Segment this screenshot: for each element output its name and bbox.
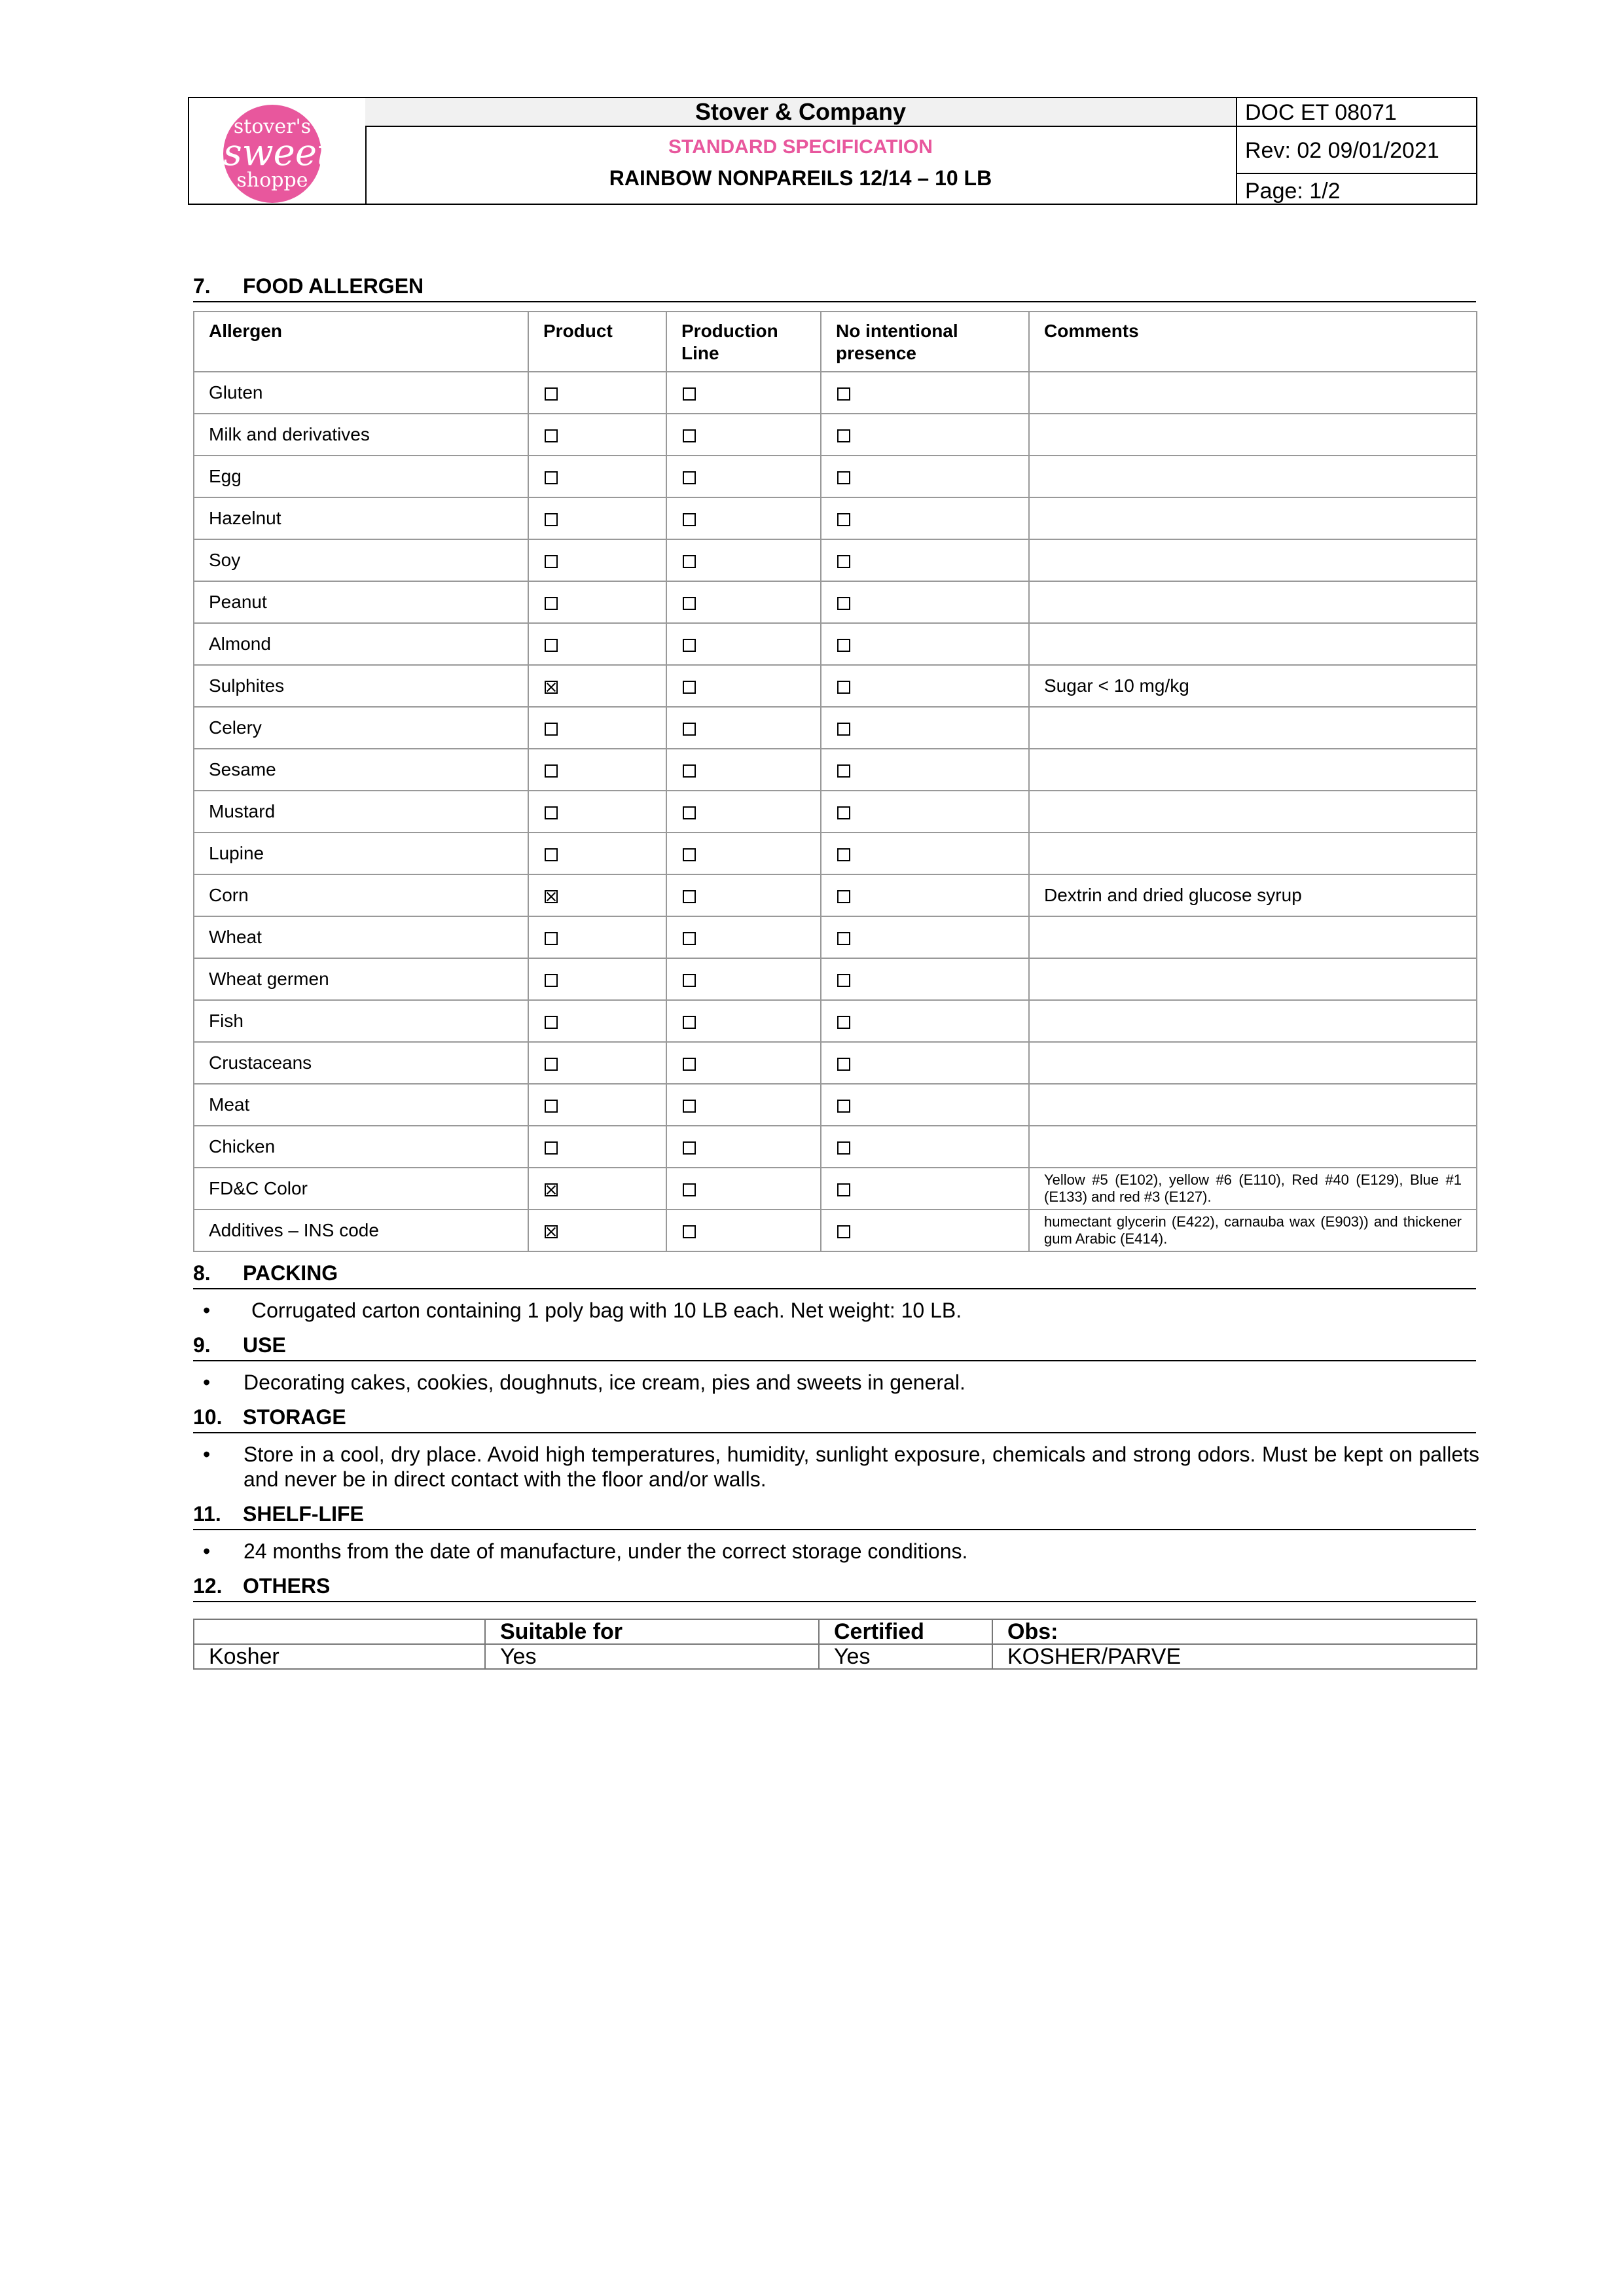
checkbox-icon (683, 1100, 696, 1113)
checkbox-icon (683, 429, 696, 442)
checkbox-icon (545, 387, 558, 401)
checkbox-icon (837, 555, 850, 568)
column-header (194, 1619, 485, 1644)
section-title: FOOD ALLERGEN (243, 274, 424, 298)
table-row (194, 414, 1477, 456)
line-cell (666, 497, 821, 539)
bullet-text: Store in a cool, dry place. Avoid high temperatures, humidity, sunlight exposure, chemicals and strong odors. Must be kept on pallets and never be in direct contact with the floor and/or walls. (244, 1443, 1479, 1491)
product-cell (528, 958, 666, 1000)
checkbox-icon (545, 513, 558, 526)
section-heading-others (193, 1573, 1476, 1602)
none-cell (821, 1126, 1029, 1168)
checkbox-icon (837, 1058, 850, 1071)
table-row (194, 833, 1477, 874)
allergen-name: Milk and derivatives (194, 414, 528, 456)
checkbox-icon (837, 890, 850, 903)
checkbox-icon (683, 1183, 696, 1196)
table-row (194, 958, 1477, 1000)
column-header: Certified (819, 1619, 992, 1644)
column-header: Production Line (666, 312, 821, 372)
table-row (194, 791, 1477, 833)
checkbox-icon (545, 1141, 558, 1155)
section-heading-packing (193, 1261, 1476, 1289)
allergen-name: Sesame (194, 749, 528, 791)
line-cell (666, 833, 821, 874)
table-row (194, 874, 1477, 916)
column-header: Product (528, 312, 666, 372)
bullet-icon: • (203, 1443, 211, 1466)
doc-info-cell (1236, 98, 1476, 204)
allergen-name: Meat (194, 1084, 528, 1126)
comment (1029, 623, 1477, 665)
comment (1029, 456, 1477, 497)
none-cell (821, 707, 1029, 749)
header-title-cell (365, 98, 1237, 204)
allergen-name: Crustaceans (194, 1042, 528, 1084)
table-row (194, 623, 1477, 665)
checkbox-icon (837, 723, 850, 736)
checkbox-icon (683, 1058, 696, 1071)
checkbox-icon (837, 471, 850, 484)
section-number: 8. (193, 1261, 211, 1285)
checkbox-icon (545, 848, 558, 861)
line-cell (666, 414, 821, 456)
checkbox-icon (837, 1100, 850, 1113)
others-table (193, 1619, 1477, 1670)
line-cell (666, 874, 821, 916)
table-row (194, 1084, 1477, 1126)
comment: Sugar < 10 mg/kg (1029, 665, 1477, 707)
document-header (188, 97, 1477, 205)
allergen-name: FD&C Color (194, 1168, 528, 1210)
none-cell (821, 372, 1029, 414)
comment (1029, 749, 1477, 791)
checkbox-icon (545, 471, 558, 484)
product-cell (528, 707, 666, 749)
table-row (194, 1042, 1477, 1084)
checked-box-icon (545, 1183, 558, 1196)
line-cell (666, 581, 821, 623)
column-header: No intentional presence (821, 312, 1029, 372)
table-row (194, 665, 1477, 707)
logo-text-line3: shoppe (236, 169, 308, 192)
bullet-text: Corrugated carton containing 1 poly bag with 10 LB each. Net weight: 10 LB. (251, 1299, 962, 1322)
checkbox-icon (545, 555, 558, 568)
product-cell (528, 833, 666, 874)
product-title: RAINBOW NONPAREILS 12/14 – 10 LB (609, 166, 992, 190)
line-cell (666, 1042, 821, 1084)
section-number: 12. (193, 1574, 223, 1598)
use-bullet (203, 1370, 1479, 1396)
company-logo (223, 105, 332, 203)
none-cell (821, 916, 1029, 958)
section-number: 10. (193, 1405, 223, 1429)
checkbox-icon (545, 764, 558, 778)
checkbox-icon (837, 387, 850, 401)
line-cell (666, 791, 821, 833)
bullet-icon: • (203, 1299, 211, 1322)
allergen-name: Hazelnut (194, 497, 528, 539)
comment (1029, 916, 1477, 958)
checkbox-icon (545, 974, 558, 987)
section-title: PACKING (243, 1261, 338, 1285)
checkbox-icon (837, 1183, 850, 1196)
checkbox-icon (545, 597, 558, 610)
checkbox-icon (837, 764, 850, 778)
checkbox-icon (683, 890, 696, 903)
section-heading-use (193, 1333, 1476, 1361)
allergen-table-header (194, 312, 1477, 372)
none-cell (821, 456, 1029, 497)
product-cell (528, 1210, 666, 1251)
checkbox-icon (837, 932, 850, 945)
checkbox-icon (837, 513, 850, 526)
none-cell (821, 414, 1029, 456)
checkbox-icon (683, 806, 696, 819)
line-cell (666, 1126, 821, 1168)
bullet-icon: • (203, 1539, 211, 1563)
table-row (194, 539, 1477, 581)
section-title: USE (243, 1333, 286, 1357)
table-cell: KOSHER/PARVE (992, 1644, 1477, 1669)
comment (1029, 1042, 1477, 1084)
none-cell (821, 1042, 1029, 1084)
allergen-name: Almond (194, 623, 528, 665)
allergen-name: Mustard (194, 791, 528, 833)
checkbox-icon (545, 932, 558, 945)
table-row (194, 1644, 1477, 1669)
comment (1029, 791, 1477, 833)
allergen-name: Sulphites (194, 665, 528, 707)
table-row (194, 1210, 1477, 1251)
checkbox-icon (837, 974, 850, 987)
allergen-name: Chicken (194, 1126, 528, 1168)
product-cell (528, 414, 666, 456)
comment (1029, 497, 1477, 539)
checkbox-icon (837, 681, 850, 694)
product-cell (528, 1126, 666, 1168)
line-cell (666, 916, 821, 958)
allergen-table (193, 311, 1477, 1252)
checkbox-icon (837, 597, 850, 610)
checkbox-icon (683, 555, 696, 568)
none-cell (821, 1168, 1029, 1210)
none-cell (821, 539, 1029, 581)
checkbox-icon (683, 597, 696, 610)
table-cell: Yes (819, 1644, 992, 1669)
comment (1029, 1000, 1477, 1042)
column-header: Comments (1029, 312, 1477, 372)
logo-text-line1: stover's (233, 115, 312, 138)
bullet-text: 24 months from the date of manufacture, under the correct storage conditions. (244, 1539, 968, 1563)
line-cell (666, 1168, 821, 1210)
checkbox-icon (683, 723, 696, 736)
checked-box-icon (545, 890, 558, 903)
product-cell (528, 539, 666, 581)
checkbox-icon (683, 1225, 696, 1238)
line-cell (666, 958, 821, 1000)
section-title: SHELF-LIFE (243, 1502, 364, 1526)
others-table-header (194, 1619, 1477, 1644)
none-cell (821, 1084, 1029, 1126)
column-header: Suitable for (485, 1619, 819, 1644)
table-row (194, 372, 1477, 414)
allergen-name: Additives – INS code (194, 1210, 528, 1251)
section-number: 9. (193, 1333, 211, 1357)
allergen-name: Celery (194, 707, 528, 749)
checked-box-icon (545, 1225, 558, 1238)
checkbox-icon (683, 974, 696, 987)
section-title: STORAGE (243, 1405, 346, 1429)
table-row (194, 916, 1477, 958)
section-heading-allergen (193, 274, 1476, 302)
product-cell (528, 497, 666, 539)
doc-number: DOC ET 08071 (1236, 98, 1476, 127)
line-cell (666, 665, 821, 707)
comment (1029, 414, 1477, 456)
checkbox-icon (837, 639, 850, 652)
comment (1029, 707, 1477, 749)
bullet-icon: • (203, 1371, 211, 1394)
table-cell: Kosher (194, 1644, 485, 1669)
checkbox-icon (545, 806, 558, 819)
checkbox-icon (683, 681, 696, 694)
comment (1029, 833, 1477, 874)
line-cell (666, 707, 821, 749)
checkbox-icon (545, 1100, 558, 1113)
product-cell (528, 456, 666, 497)
section-heading-storage (193, 1405, 1476, 1433)
comment: Dextrin and dried glucose syrup (1029, 874, 1477, 916)
page-number: Page: 1/2 (1245, 179, 1341, 204)
checkbox-icon (683, 932, 696, 945)
storage-bullet (203, 1442, 1479, 1494)
allergen-name: Peanut (194, 581, 528, 623)
table-row (194, 1126, 1477, 1168)
section-number: 11. (193, 1502, 221, 1526)
company-name: Stover & Company (365, 98, 1236, 127)
checkbox-icon (837, 1016, 850, 1029)
none-cell (821, 623, 1029, 665)
allergen-name: Corn (194, 874, 528, 916)
allergen-name: Fish (194, 1000, 528, 1042)
checkbox-icon (545, 1058, 558, 1071)
table-row (194, 1168, 1477, 1210)
checked-box-icon (545, 681, 558, 694)
comment (1029, 1126, 1477, 1168)
comment (1029, 958, 1477, 1000)
none-cell (821, 791, 1029, 833)
checkbox-icon (545, 429, 558, 442)
logo-cell (189, 98, 367, 204)
checkbox-icon (545, 1016, 558, 1029)
none-cell (821, 833, 1029, 874)
logo-text-line2: sweet (223, 132, 332, 174)
product-cell (528, 623, 666, 665)
comment (1029, 1084, 1477, 1126)
checkbox-icon (683, 639, 696, 652)
shelf-life-bullet (203, 1539, 1479, 1565)
line-cell (666, 1000, 821, 1042)
line-cell (666, 623, 821, 665)
product-cell (528, 581, 666, 623)
column-header: Allergen (194, 312, 528, 372)
allergen-name: Gluten (194, 372, 528, 414)
checkbox-icon (683, 471, 696, 484)
line-cell (666, 539, 821, 581)
table-cell: Yes (485, 1644, 819, 1669)
checkbox-icon (545, 639, 558, 652)
checkbox-icon (683, 513, 696, 526)
line-cell (666, 1084, 821, 1126)
revision: Rev: 02 09/01/2021 (1236, 127, 1476, 174)
checkbox-icon (683, 1016, 696, 1029)
line-cell (666, 749, 821, 791)
none-cell (821, 1210, 1029, 1251)
checkbox-icon (545, 723, 558, 736)
bullet-text: Decorating cakes, cookies, doughnuts, ice cream, pies and sweets in general. (244, 1371, 965, 1394)
comment (1029, 581, 1477, 623)
checkbox-icon (837, 429, 850, 442)
table-row (194, 581, 1477, 623)
section-number: 7. (193, 274, 211, 298)
line-cell (666, 1210, 821, 1251)
line-cell (666, 372, 821, 414)
product-cell (528, 1168, 666, 1210)
product-cell (528, 665, 666, 707)
checkbox-icon (837, 1141, 850, 1155)
checkbox-icon (837, 806, 850, 819)
allergen-name: Lupine (194, 833, 528, 874)
none-cell (821, 1000, 1029, 1042)
column-header: Obs: (992, 1619, 1477, 1644)
allergen-name: Soy (194, 539, 528, 581)
checkbox-icon (683, 387, 696, 401)
none-cell (821, 749, 1029, 791)
allergen-name: Wheat (194, 916, 528, 958)
comment: humectant glycerin (E422), carnauba wax (E903)) and thickener gum Arabic (E414). (1029, 1210, 1477, 1251)
packing-bullet (203, 1298, 1479, 1324)
allergen-table-body (194, 372, 1477, 1251)
product-cell (528, 791, 666, 833)
product-cell (528, 372, 666, 414)
comment: Yellow #5 (E102), yellow #6 (E110), Red #40 (E129), Blue #1 (E133) and red #3 (E127). (1029, 1168, 1477, 1210)
none-cell (821, 497, 1029, 539)
line-cell (666, 456, 821, 497)
product-cell (528, 874, 666, 916)
none-cell (821, 874, 1029, 916)
checkbox-icon (683, 764, 696, 778)
none-cell (821, 581, 1029, 623)
product-cell (528, 1084, 666, 1126)
table-row (194, 1000, 1477, 1042)
comment (1029, 372, 1477, 414)
product-cell (528, 749, 666, 791)
comment (1029, 539, 1477, 581)
spec-label: STANDARD SPECIFICATION (668, 136, 933, 158)
section-title: OTHERS (243, 1574, 331, 1598)
table-row (194, 707, 1477, 749)
none-cell (821, 665, 1029, 707)
table-row (194, 497, 1477, 539)
table-row (194, 456, 1477, 497)
checkbox-icon (837, 848, 850, 861)
checkbox-icon (837, 1225, 850, 1238)
product-cell (528, 916, 666, 958)
section-heading-shelf-life (193, 1501, 1476, 1530)
product-cell (528, 1042, 666, 1084)
product-cell (528, 1000, 666, 1042)
checkbox-icon (683, 1141, 696, 1155)
allergen-name: Wheat germen (194, 958, 528, 1000)
table-row (194, 749, 1477, 791)
allergen-name: Egg (194, 456, 528, 497)
none-cell (821, 958, 1029, 1000)
checkbox-icon (683, 848, 696, 861)
